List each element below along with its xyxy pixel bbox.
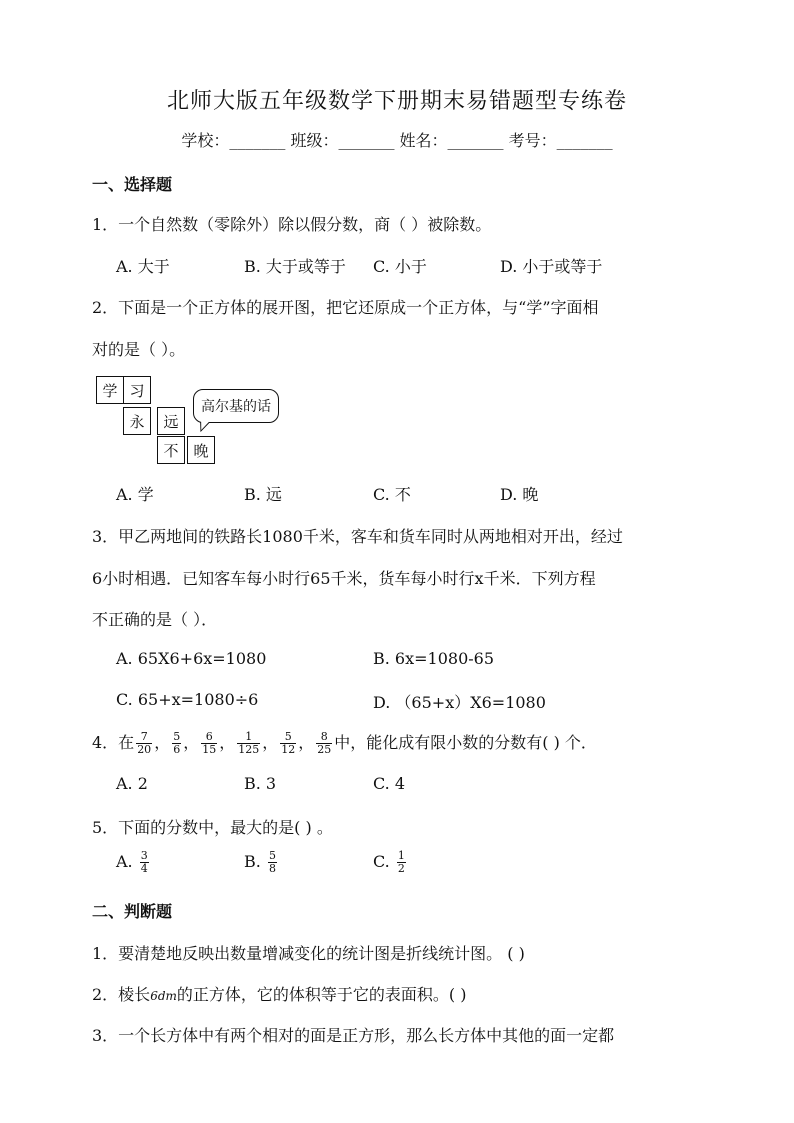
q5-option-a: A. $\frac{3}{4}$ — [116, 849, 148, 875]
unit-6dm: 6dm — [150, 989, 177, 1003]
q4-suffix: 中，能化成有限小数的分数有( ) 个． — [334, 733, 597, 752]
net-cell-1: 学 — [96, 376, 124, 404]
q1-option-b: B. 大于或等于 — [244, 257, 346, 276]
page-title: 北师大版五年级数学下册期末易错题型专练卷 — [166, 89, 627, 114]
q4-option-a: A. 2 — [116, 774, 148, 793]
student-info-line: 学校：_______ 班级：_______ 姓名：_______ 考号：_______ — [181, 131, 613, 150]
q4-prefix: 4．在 — [92, 733, 135, 752]
fraction-1-125: $\frac{1}{125}$ — [238, 730, 260, 756]
judgement-1: 1．要清楚地反映出数量增减变化的统计图是折线统计图。 ( ) — [92, 944, 525, 963]
q3-option-d: D. （65+x）X6=1080 — [373, 693, 546, 712]
judgement-3: 3．一个长方体中有两个相对的面是正方形，那么长方体中其他的面一定都 — [92, 1026, 615, 1045]
fraction-5-6: $\frac{5}{6}$ — [173, 730, 181, 756]
fraction-5-12: $\frac{5}{12}$ — [281, 730, 296, 756]
fraction-8-25: $\frac{8}{25}$ — [317, 730, 332, 756]
q5-option-b: B. $\frac{5}{8}$ — [244, 849, 276, 875]
net-cell-3: 永 — [123, 407, 151, 435]
q3-option-b: B. 6x=1080-65 — [373, 649, 495, 668]
q1-option-d: D. 小于或等于 — [500, 257, 603, 276]
question-5: 5．下面的分数中，最大的是( ) 。 — [92, 818, 333, 837]
fraction-6-15: $\frac{6}{15}$ — [202, 730, 217, 756]
q3-option-a: A. 65X6+6x=1080 — [116, 649, 267, 668]
section-heading-judgement: 二、判断题 — [92, 902, 173, 921]
speech-bubble: 高尔基的话 — [193, 389, 279, 423]
net-cell-4: 远 — [157, 407, 185, 435]
question-3-line2: 6小时相遇．已知客车每小时行65千米，货车每小时行x千米．下列方程 — [92, 569, 596, 588]
q4-option-b: B. 3 — [244, 774, 277, 793]
fraction-7-20: $\frac{7}{20}$ — [137, 730, 152, 756]
q2-option-d: D. 晚 — [500, 485, 539, 504]
q4-option-c: C. 4 — [373, 774, 406, 793]
q1-option-a: A. 大于 — [116, 257, 170, 276]
net-cell-2: 习 — [123, 376, 151, 404]
q2-option-a: A. 学 — [116, 485, 154, 504]
question-4: 4．在 $\frac{7}{20}$ ， $\frac{5}{6}$ ， $\frac{6}{15}$ ， $\frac{1}{125}$ ， $\frac{5}{12}$ ， $\frac{8}{25}$ 中，能化成有限小数的分数有( ) 个． — [92, 730, 597, 756]
section-heading-choice: 一、选择题 — [92, 175, 173, 194]
q3-option-c: C. 65+x=1080÷6 — [116, 690, 259, 709]
q2-option-b: B. 远 — [244, 485, 282, 504]
q2-option-c: C. 不 — [373, 485, 411, 504]
question-3-line1: 3．甲乙两地间的铁路长1080千米，客车和货车同时从两地相对开出，经过 — [92, 527, 623, 546]
net-cell-6: 晚 — [187, 436, 215, 464]
question-3-line3: 不正确的是（ ）． — [92, 610, 218, 629]
judgement-2: 2．棱长6dm的正方体，它的体积等于它的表面积。( ) — [92, 985, 467, 1004]
q1-option-c: C. 小于 — [373, 257, 427, 276]
question-1: 1．一个自然数（零除外）除以假分数，商（ ）被除数。 — [92, 215, 492, 234]
question-2-line2: 对的是（ ）。 — [92, 340, 186, 359]
net-cell-5: 不 — [157, 436, 185, 464]
q5-option-c: C. $\frac{1}{2}$ — [373, 849, 405, 875]
question-2-line1: 2．下面是一个正方体的展开图，把它还原成一个正方体，与“学”字面相 — [92, 298, 599, 317]
